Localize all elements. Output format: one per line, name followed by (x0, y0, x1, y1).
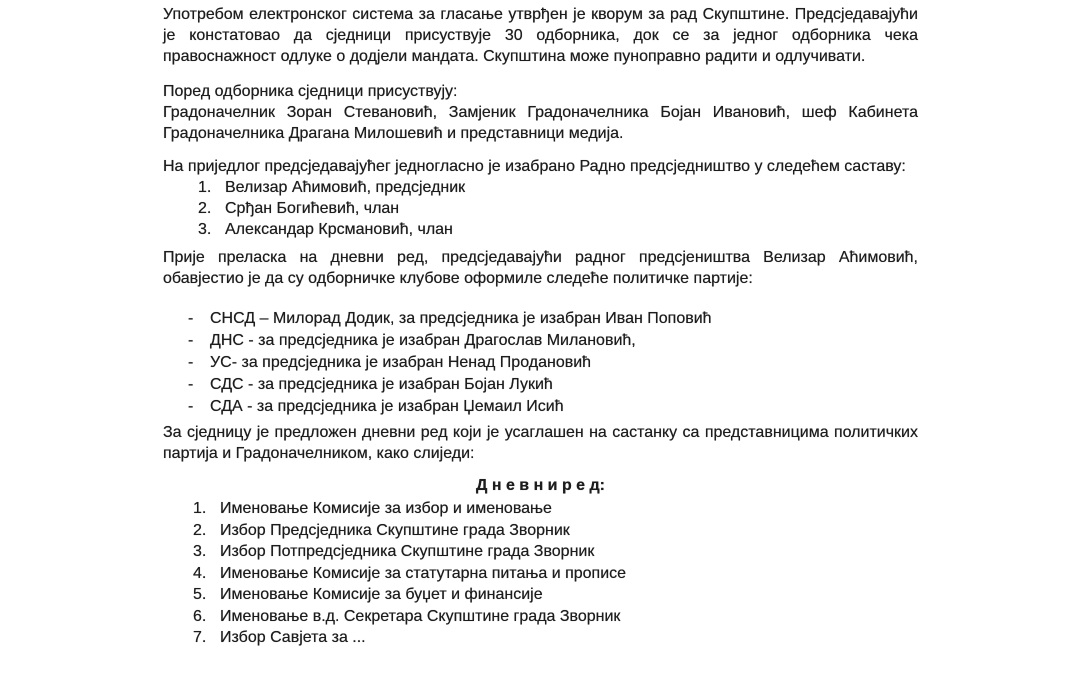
agenda-item-number: 2. (193, 521, 207, 539)
list-item (163, 177, 918, 198)
agenda-item-number: 6. (193, 607, 207, 625)
working-presidency-list (163, 177, 918, 240)
agenda-item (163, 520, 918, 542)
list-item (163, 198, 918, 219)
list-item-number: 1. (198, 179, 212, 196)
list-item (163, 219, 918, 240)
agenda-item-label: Именовање Комисије за избор и именовање (220, 500, 552, 517)
dash-bullet: - (188, 310, 194, 327)
paragraph-working-presidency-intro: На приједлог предсједавајућег једногласно је изабрано Радно предсједништво у следећем саставу: (163, 158, 906, 175)
agenda-item-label: Избор Потпредсједника Скупштине града Зворник (220, 543, 595, 560)
list-item-label: СНСД – Милорад Додик, за предсједника је изабран Иван Поповић (210, 310, 712, 327)
agenda-item-label: Именовање Комисије за буџет и финансије (220, 586, 543, 603)
list-item (163, 308, 918, 330)
paragraph-attendees: Градоначелник Зоран Стевановић, Замјеник Градоначелника Бојан Ивановић, шеф Кабинета Градоначелника Драгана Милошевић и представници медија. (163, 104, 918, 142)
party-clubs-list (163, 308, 918, 418)
agenda-item-number: 3. (193, 543, 207, 560)
list-item-label: СДА - за предсједника је изабран Џемаил Исић (210, 398, 564, 415)
paragraph-clubs-intro: Прије преласка на дневни ред, предсједавајући радног предсјеништва Велизар Аћимовић, обавјестио је да су одборничке клубове оформиле следеће политичке партије: (163, 249, 918, 287)
dash-bullet: - (188, 354, 194, 371)
paragraph-attendees-intro: Поред одборника сједници присуствују: (163, 83, 458, 100)
agenda-item-number: 5. (193, 586, 207, 603)
agenda-item-number: 4. (193, 564, 207, 582)
list-item-label: Велизар Аћимовић, предсједник (225, 179, 466, 196)
agenda-item-label: Именовање в.д. Секретара Скупштине града Зворник (220, 607, 621, 625)
list-item-number: 2. (198, 200, 212, 217)
agenda-item (163, 498, 918, 520)
dash-bullet: - (188, 376, 194, 393)
list-item-number: 3. (198, 221, 212, 238)
agenda-item (163, 541, 918, 563)
paragraph-agenda-intro: За сједницу је предложен дневни ред који је усаглашен на састанку са представницима политичких партија и Градоначелником, како слиједи: (163, 424, 918, 462)
agenda-item-label: Именовање Комисије за статутарна питања и прописе (220, 564, 627, 582)
agenda-item-clipped (163, 627, 918, 649)
list-item-label: Срђан Богићевић, члан (225, 200, 400, 217)
dash-bullet: - (188, 332, 194, 349)
dash-bullet: - (188, 398, 194, 415)
list-item-label: УС- за предсједника је изабран Ненад Продановић (210, 354, 592, 371)
agenda-item (163, 606, 918, 628)
agenda-heading: Д н е в н и р е д: (475, 477, 605, 494)
agenda-item (163, 563, 918, 585)
list-item (163, 396, 918, 418)
list-item-label: Александар Крсмановић, члан (225, 221, 453, 238)
agenda-item-number: 7. (193, 629, 207, 646)
list-item-label: ДНС - за предсједника је изабран Драгослав Милановић, (210, 332, 636, 349)
paragraph-quorum: Употребом електронског система за гласање утврђен је кворум за рад Скупштине. Предсједавајући је констатовао да сједници присуствује 30 одборника, док се за једног одборника чека правоснажност одлуке о додјели мандата. Скупштина може пуноправно радити и одлучивати. (163, 6, 918, 65)
agenda-item-label: Избор Предсједника Скупштине града Зворник (220, 521, 570, 539)
agenda-item (163, 584, 918, 606)
list-item (163, 352, 918, 374)
agenda-item-number: 1. (193, 500, 207, 517)
agenda-list (163, 498, 918, 649)
list-item (163, 330, 918, 352)
agenda-item-label: Избор Савјета за ... (220, 629, 366, 646)
list-item (163, 374, 918, 396)
list-item-label: СДС - за предсједника је изабран Бојан Лукић (210, 376, 553, 393)
